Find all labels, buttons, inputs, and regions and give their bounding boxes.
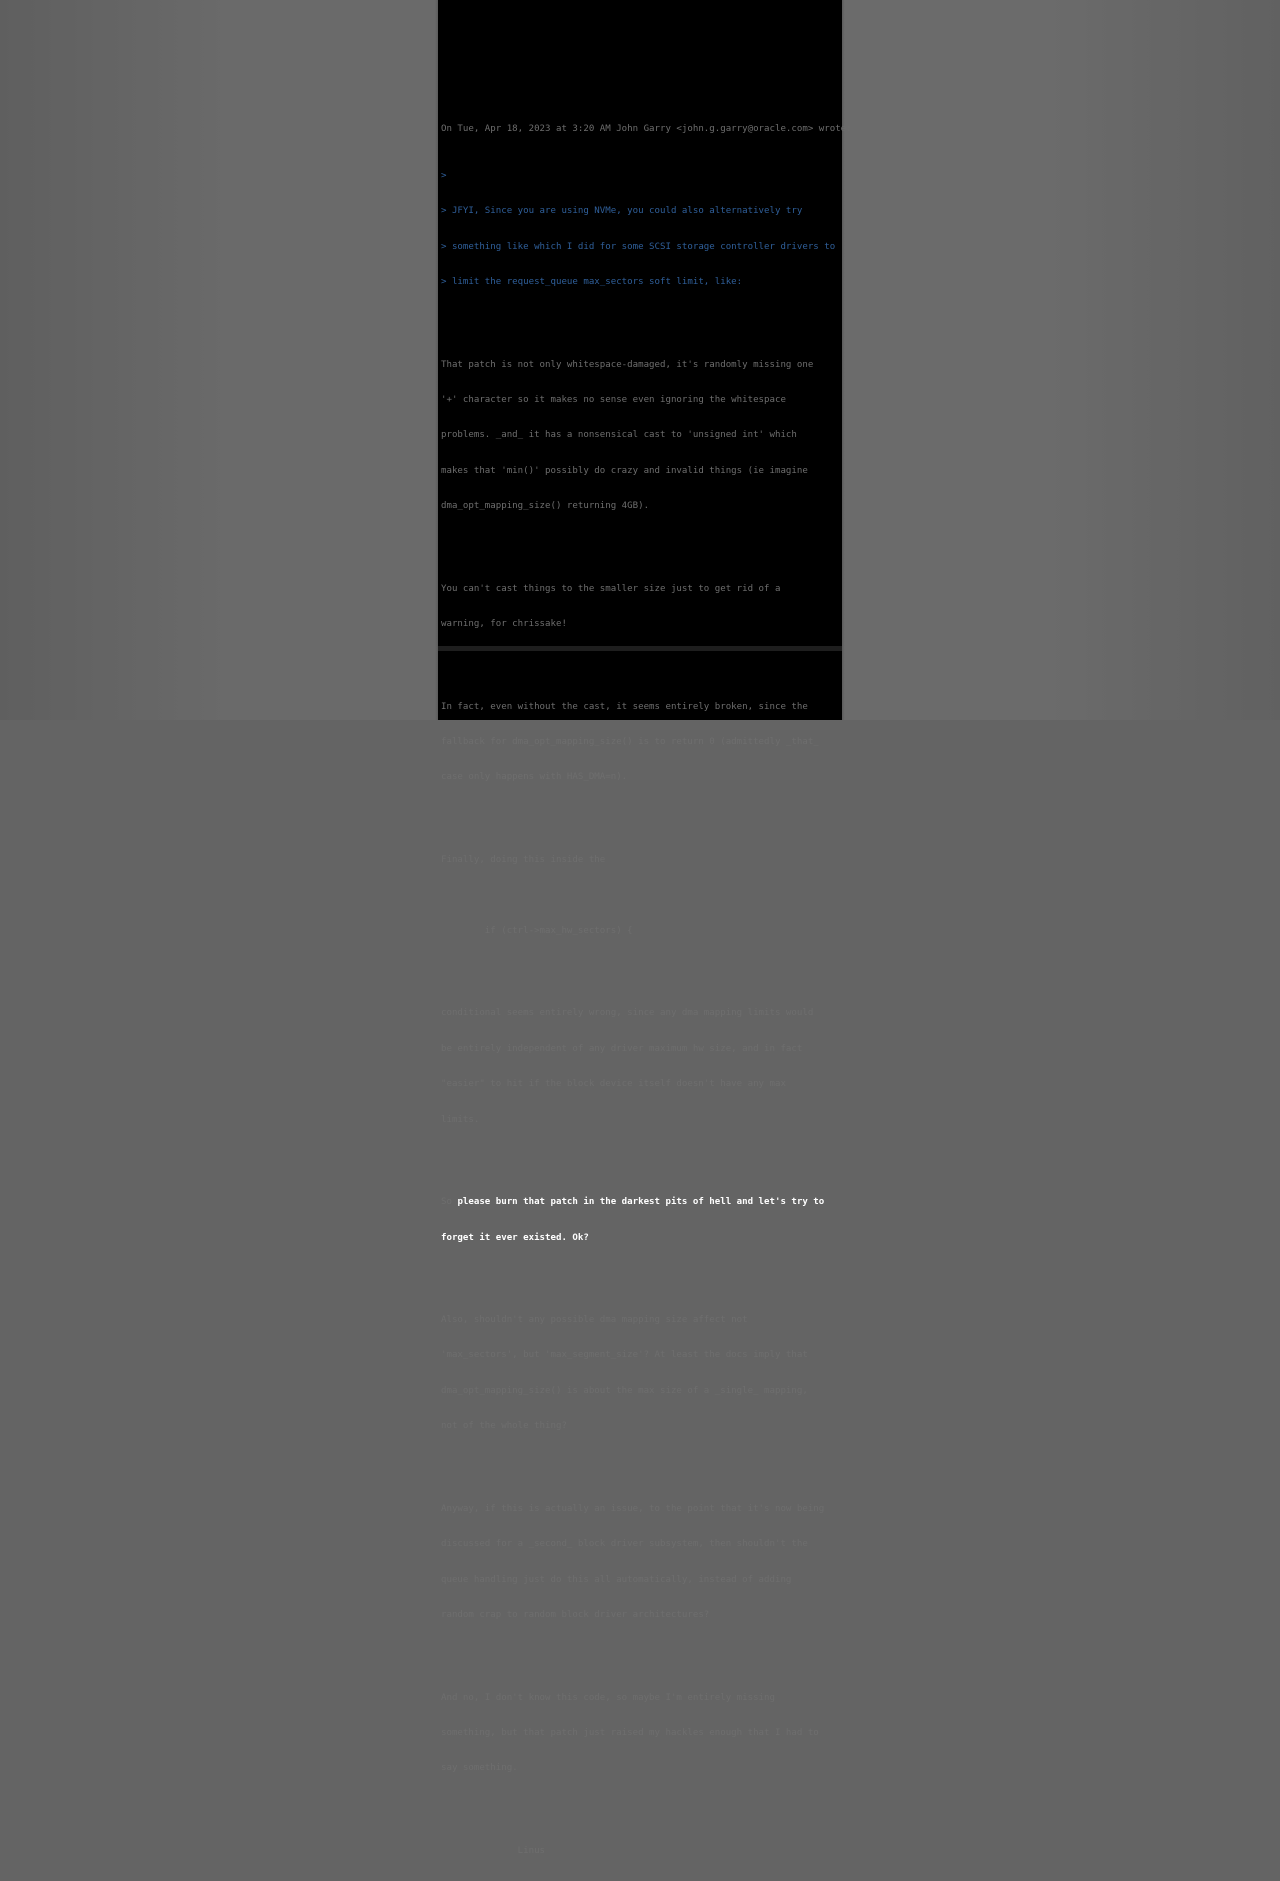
text-line: limits. xyxy=(441,1114,480,1125)
email-body xyxy=(441,100,852,1856)
text-line: '+' character so it makes no sense even ignoring the whitespace xyxy=(441,394,786,405)
text-line: "easier" to hit if the block device itself doesn't have any max xyxy=(441,1079,786,1090)
text-line: You can't cast things to the smaller size just to get rid of a xyxy=(441,583,781,594)
text-line: dma_opt_mapping_size() returning 4GB). xyxy=(441,501,650,512)
text-line: Finally, doing this inside the xyxy=(441,855,606,865)
quote-line: > something like which I did for some SCSI storage controller drivers to xyxy=(441,241,836,252)
video-frame xyxy=(438,0,852,1856)
text-line: not of the whole thing? xyxy=(441,1421,567,1432)
email-header: On Tue, Apr 18, 2023 at 3:20 AM John Garry <john.g.garry@oracle.com> wrote: xyxy=(441,123,852,134)
quote-line: > xyxy=(441,170,447,181)
text-line: random crap to random block driver architectures? xyxy=(441,1610,710,1620)
text-prefix: So xyxy=(441,1197,458,1208)
text-line: makes that 'min()' possibly do crazy and invalid things (ie imagine xyxy=(441,465,808,476)
text-line: conditional seems entirely wrong, since any dma mapping limits would xyxy=(441,1008,814,1019)
text-line: warning, for chrissake! xyxy=(441,619,567,630)
text-line: In fact, even without the cast, it seems entirely broken, since the xyxy=(441,701,808,712)
text-line: something, but that patch just raised my hackles enough that I had to xyxy=(441,1727,819,1738)
text-line: case only happens with HAS_DMA=n). xyxy=(441,772,628,783)
text-line: queue handling just do this all automatically, instead of adding xyxy=(441,1574,792,1585)
quote-line: > limit the request_queue max_sectors soft limit, like: xyxy=(441,276,743,287)
highlighted-text: please burn that patch in the darkest pits of hell and let's try to xyxy=(457,1197,825,1208)
highlighted-text: forget it ever existed. Ok? xyxy=(441,1232,589,1243)
scrollbar-thumb[interactable] xyxy=(438,646,842,651)
text-line: fallback for dma_opt_mapping_size() is to return 0 (admittedly _that_ xyxy=(441,737,819,748)
text-line: problems. _and_ it has a nonsensical cast to 'unsigned int' which xyxy=(441,430,797,441)
text-line: say something. xyxy=(441,1763,518,1774)
quote-line: > JFYI, Since you are using NVMe, you could also alternatively try xyxy=(441,206,803,217)
text-line: That patch is not only whitespace-damaged, it's randomly missing one xyxy=(441,359,814,370)
text-line: 'max_sectors', but 'max_segment_size'? At least the docs imply that xyxy=(441,1350,808,1361)
text-line: dma_opt_mapping_size() is about the max size of a _single_ mapping, xyxy=(441,1385,808,1396)
horizontal-scrollbar[interactable] xyxy=(438,646,842,651)
code-line: if (ctrl->max_hw_sectors) { xyxy=(441,925,633,936)
highlight-line xyxy=(441,1197,842,1209)
text-line: Anyway, if this is actually an issue, to the point that it's now being xyxy=(441,1503,825,1514)
signature: Linus xyxy=(441,1845,546,1856)
text-line: And no, I don't know this code, so maybe I'm entirely missing xyxy=(441,1692,775,1703)
text-line: discussed for a _second_ block driver subsystem, then shouldn't the xyxy=(441,1539,808,1550)
text-line: Also, shouldn't any possible dma mapping size affect not xyxy=(441,1315,748,1326)
text-line: be entirely independent of any driver maximum hw size, and in fact xyxy=(441,1043,803,1054)
